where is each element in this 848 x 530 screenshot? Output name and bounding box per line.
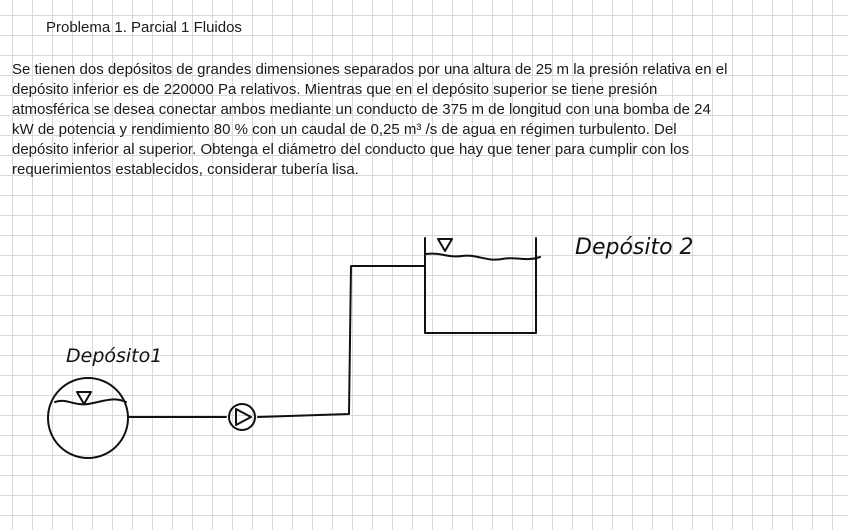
upper-tank: [425, 238, 540, 333]
statement-line: kW de potencia y rendimiento 80 % con un caudal de 0,25 m³ /s de agua en régimen turbulento. Del: [12, 121, 677, 138]
pump-symbol: [229, 404, 255, 430]
statement-line: requerimientos establecidos, considerar tubería lisa.: [12, 161, 359, 178]
statement-line: Se tienen dos depósitos de grandes dimensiones separados por una altura de 25 m la presión relativa en el: [12, 61, 728, 78]
lower-tank: [48, 378, 128, 458]
statement-line: atmosférica se desea conectar ambos mediante un conducto de 375 m de longitud con una bomba de 24: [12, 101, 711, 118]
pipe: [258, 266, 425, 417]
upper-tank-label: Depósito 2: [575, 235, 694, 260]
free-surface-symbol: [438, 239, 452, 251]
free-surface-symbol: [77, 392, 91, 404]
problem-title: Problema 1. Parcial 1 Fluidos: [46, 19, 242, 36]
lower-tank-label: Depósito1: [66, 345, 163, 367]
statement-line: depósito inferior al superior. Obtenga el diámetro del conducto que hay que tener para cumplir con los: [12, 141, 690, 158]
statement-line: depósito inferior es de 220000 Pa relativos. Mientras que en el depósito superior se tiene presión: [12, 81, 658, 98]
